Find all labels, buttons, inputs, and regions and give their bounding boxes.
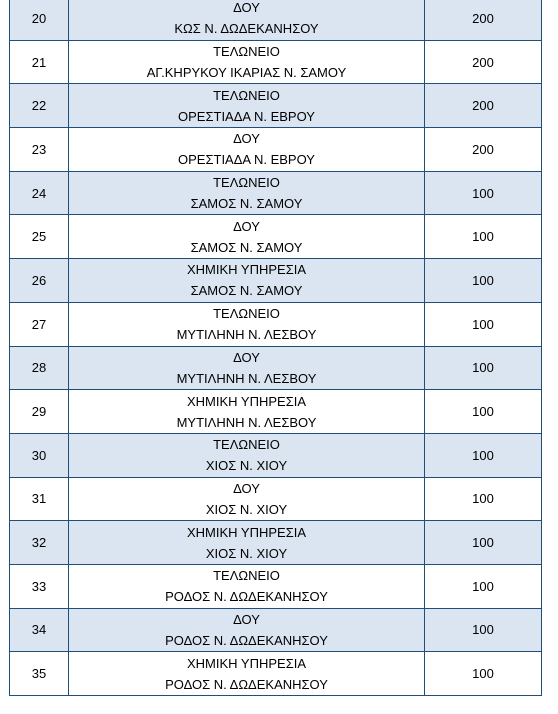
- office-cell: [69, 259, 425, 303]
- table-row: [10, 0, 542, 40]
- office-location: ΟΡΕΣΤΙΑΔΑ Ν. ΕΒΡΟΥ: [178, 152, 315, 168]
- table-row: [10, 477, 542, 521]
- row-number-cell: 24: [10, 171, 69, 215]
- office-type: ΧΗΜΙΚΗ ΥΠΗΡΕΣΙΑ: [186, 262, 307, 278]
- row-number-cell: 30: [10, 433, 69, 477]
- count-cell: 100: [425, 390, 542, 434]
- office-cell: [69, 0, 425, 40]
- office-location: ΣΑΜΟΣ Ν. ΣΑΜΟΥ: [190, 283, 303, 299]
- offices-table-body: [10, 0, 542, 696]
- count-cell: 100: [425, 302, 542, 346]
- office-type: ΤΕΛΩΝΕΙΟ: [213, 44, 280, 60]
- table-row: [10, 433, 542, 477]
- row-number-cell: 28: [10, 346, 69, 390]
- row-number-cell: 29: [10, 390, 69, 434]
- office-cell: [69, 302, 425, 346]
- office-location: ΧΙΟΣ Ν. ΧΙΟΥ: [205, 501, 288, 517]
- table-row: [10, 171, 542, 215]
- row-number-cell: 27: [10, 302, 69, 346]
- office-type: ΔΟΥ: [233, 218, 260, 234]
- office-location: ΟΡΕΣΤΙΑΔΑ Ν. ΕΒΡΟΥ: [178, 108, 315, 124]
- count-cell: 200: [425, 128, 542, 172]
- office-cell: [69, 564, 425, 608]
- count-cell: 200: [425, 84, 542, 128]
- count-cell: 100: [425, 259, 542, 303]
- office-type: ΔΟΥ: [233, 349, 260, 365]
- table-row: [10, 346, 542, 390]
- office-type: ΔΟΥ: [233, 480, 260, 496]
- count-cell: 200: [425, 0, 542, 40]
- row-number-cell: 32: [10, 521, 69, 565]
- office-cell: [69, 346, 425, 390]
- table-row: [10, 302, 542, 346]
- office-location: ΣΑΜΟΣ Ν. ΣΑΜΟΥ: [190, 196, 303, 212]
- office-location: ΡΟΔΟΣ Ν. ΔΩΔΕΚΑΝΗΣΟΥ: [165, 676, 328, 692]
- office-cell: [69, 215, 425, 259]
- row-number-cell: 22: [10, 84, 69, 128]
- office-cell: [69, 128, 425, 172]
- table-row: [10, 564, 542, 608]
- table-row: [10, 215, 542, 259]
- row-number-cell: 35: [10, 652, 69, 696]
- office-location: ΜΥΤΙΛΗΝΗ Ν. ΛΕΣΒΟΥ: [176, 414, 317, 430]
- row-number-cell: 34: [10, 608, 69, 652]
- count-cell: 100: [425, 215, 542, 259]
- row-number-cell: 31: [10, 477, 69, 521]
- office-location: ΑΓ.ΚΗΡΥΚΟΥ ΙΚΑΡΙΑΣ Ν. ΣΑΜΟΥ: [146, 65, 347, 81]
- office-type: ΤΕΛΩΝΕΙΟ: [213, 175, 280, 191]
- row-number-cell: 20: [10, 0, 69, 40]
- table-row: [10, 608, 542, 652]
- table-row: [10, 128, 542, 172]
- office-location: ΧΙΟΣ Ν. ΧΙΟΥ: [205, 458, 288, 474]
- table-row: [10, 652, 542, 696]
- office-cell: [69, 171, 425, 215]
- office-cell: [69, 390, 425, 434]
- office-location: ΣΑΜΟΣ Ν. ΣΑΜΟΥ: [190, 239, 303, 255]
- count-cell: 100: [425, 608, 542, 652]
- office-cell: [69, 40, 425, 84]
- office-type: ΤΕΛΩΝΕΙΟ: [213, 306, 280, 322]
- count-cell: 200: [425, 40, 542, 84]
- office-type: ΔΟΥ: [233, 131, 260, 147]
- table-row: [10, 259, 542, 303]
- table-row: [10, 390, 542, 434]
- office-location: ΧΙΟΣ Ν. ΧΙΟΥ: [205, 545, 288, 561]
- office-type: ΧΗΜΙΚΗ ΥΠΗΡΕΣΙΑ: [186, 393, 307, 409]
- office-cell: [69, 652, 425, 696]
- office-cell: [69, 608, 425, 652]
- table-row: [10, 521, 542, 565]
- count-cell: 100: [425, 564, 542, 608]
- office-location: ΚΩΣ Ν. ΔΩΔΕΚΑΝΗΣΟΥ: [174, 21, 319, 37]
- count-cell: 100: [425, 346, 542, 390]
- count-cell: 100: [425, 433, 542, 477]
- offices-table: [9, 0, 542, 696]
- table-row: [10, 84, 542, 128]
- office-type: ΤΕΛΩΝΕΙΟ: [213, 568, 280, 584]
- office-location: ΡΟΔΟΣ Ν. ΔΩΔΕΚΑΝΗΣΟΥ: [165, 589, 328, 605]
- row-number-cell: 21: [10, 40, 69, 84]
- count-cell: 100: [425, 477, 542, 521]
- office-type: ΔΟΥ: [233, 611, 260, 627]
- office-type: ΔΟΥ: [233, 0, 260, 16]
- office-location: ΜΥΤΙΛΗΝΗ Ν. ΛΕΣΒΟΥ: [176, 370, 317, 386]
- office-type: ΧΗΜΙΚΗ ΥΠΗΡΕΣΙΑ: [186, 524, 307, 540]
- office-type: ΤΕΛΩΝΕΙΟ: [213, 87, 280, 103]
- row-number-cell: 33: [10, 564, 69, 608]
- office-location: ΜΥΤΙΛΗΝΗ Ν. ΛΕΣΒΟΥ: [176, 327, 317, 343]
- row-number-cell: 23: [10, 128, 69, 172]
- count-cell: 100: [425, 521, 542, 565]
- row-number-cell: 25: [10, 215, 69, 259]
- office-location: ΡΟΔΟΣ Ν. ΔΩΔΕΚΑΝΗΣΟΥ: [165, 632, 328, 648]
- office-cell: [69, 433, 425, 477]
- office-type: ΧΗΜΙΚΗ ΥΠΗΡΕΣΙΑ: [186, 655, 307, 671]
- row-number-cell: 26: [10, 259, 69, 303]
- office-cell: [69, 477, 425, 521]
- table-row: [10, 40, 542, 84]
- office-cell: [69, 521, 425, 565]
- office-cell: [69, 84, 425, 128]
- count-cell: 100: [425, 652, 542, 696]
- count-cell: 100: [425, 171, 542, 215]
- office-type: ΤΕΛΩΝΕΙΟ: [213, 437, 280, 453]
